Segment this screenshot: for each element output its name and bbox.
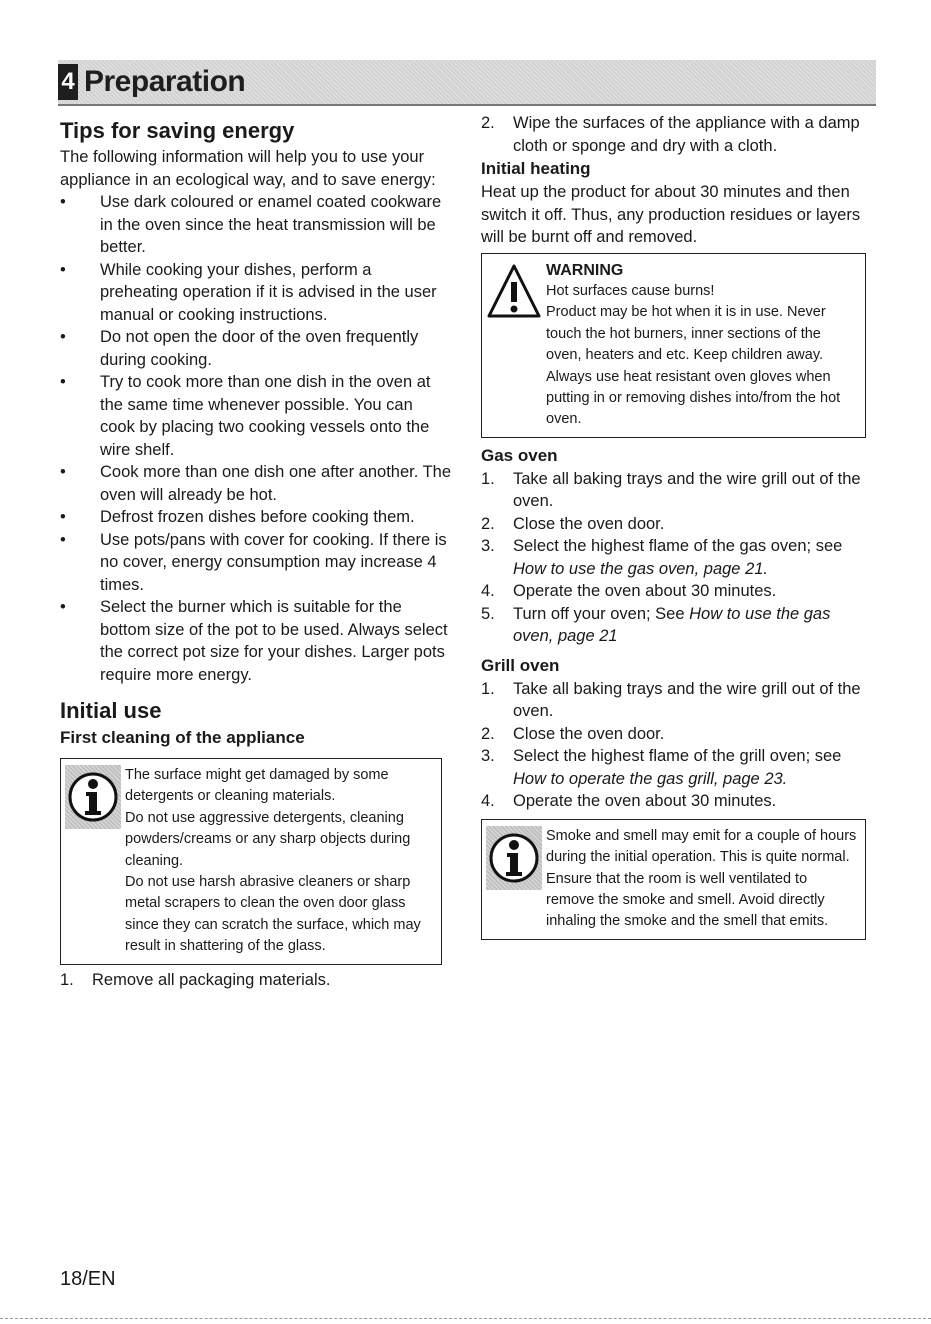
warning-box bbox=[481, 253, 866, 438]
step-number: 1. bbox=[60, 970, 74, 989]
cleaning-steps bbox=[60, 969, 452, 992]
warning-icon bbox=[486, 260, 542, 324]
list-item bbox=[481, 468, 866, 513]
step-text: Select the highest flame of the grill oven; see bbox=[513, 747, 842, 766]
list-item: • Do not open the door of the oven frequently during cooking. bbox=[60, 326, 452, 371]
list-item bbox=[481, 513, 866, 536]
list-item: • Defrost frozen dishes before cooking them. bbox=[60, 506, 452, 529]
chapter-banner bbox=[58, 60, 876, 106]
step-number: 4. bbox=[481, 582, 495, 601]
chapter-title: Preparation bbox=[84, 65, 246, 98]
step-text: Close the oven door. bbox=[513, 514, 665, 533]
step-text: Take all baking trays and the wire grill out of the oven. bbox=[513, 469, 861, 511]
list-item bbox=[481, 745, 866, 790]
step-text: Take all baking trays and the wire grill out of the oven. bbox=[513, 679, 861, 721]
list-item: • While cooking your dishes, perform a preheating operation if it is advised in the user manual or cooking instructions. bbox=[60, 259, 452, 327]
step-text: Turn off your oven; See bbox=[513, 604, 690, 623]
list-item bbox=[481, 723, 866, 746]
info-line: Smoke and smell may emit for a couple of hours during the initial operation. This is quite normal. Ensure that the room is well ventilated to remove the smoke and smell. Avoid directly inhaling the smoke and the smell that emits. bbox=[546, 827, 857, 930]
step-number: 2. bbox=[481, 114, 495, 132]
step-text: Operate the oven about 30 minutes. bbox=[513, 582, 777, 601]
list-item bbox=[481, 603, 866, 648]
step-number: 5. bbox=[481, 604, 495, 623]
list-item bbox=[481, 112, 866, 157]
list-item bbox=[481, 790, 866, 813]
left-column bbox=[60, 116, 452, 991]
info-icon bbox=[486, 826, 542, 890]
info-box-cleaning bbox=[60, 758, 442, 965]
tips-list bbox=[60, 191, 452, 686]
warning-line: Product may be hot when it is in use. Never touch the hot burners, inner sections of the oven, heaters and etc. Keep children away. Always use heat resistant oven gloves when putting in or removing dishes into/from the hot oven. bbox=[546, 304, 841, 428]
info-line: Do not use harsh abrasive cleaners or sharp metal scrapers to clean the oven door glass since they can scratch the surface, which may result in shattering of the glass. bbox=[125, 874, 421, 955]
info-box-smoke bbox=[481, 819, 866, 940]
chapter-number: 4 bbox=[58, 64, 78, 100]
list-item: • Cook more than one dish one after another. The oven will already be hot. bbox=[60, 461, 452, 506]
tips-heading: Tips for saving energy bbox=[60, 118, 295, 143]
cleaning-steps-continued bbox=[481, 112, 866, 157]
right-column bbox=[481, 112, 866, 944]
list-item bbox=[481, 580, 866, 603]
initial-use-heading: Initial use bbox=[60, 698, 162, 723]
step-text: Close the oven door. bbox=[513, 724, 665, 743]
list-item: • Use pots/pans with cover for cooking. If there is no cover, energy consumption may increase 4 times. bbox=[60, 529, 452, 597]
step-text: Wipe the surfaces of the appliance with a damp cloth or sponge and dry with a cloth. bbox=[513, 114, 860, 155]
list-item: • Select the burner which is suitable for the bottom size of the pot to be used. Always select the correct pot size for your dishes. Larger pots require more energy. bbox=[60, 596, 452, 686]
gas-oven-heading: Gas oven bbox=[481, 445, 558, 465]
info-line: The surface might get damaged by some detergents or cleaning materials. bbox=[125, 767, 389, 805]
tips-intro: The following information will help you to use your appliance in an ecological way, and to save energy: bbox=[60, 148, 436, 189]
info-icon bbox=[65, 765, 121, 829]
grill-oven-heading: Grill oven bbox=[481, 655, 560, 675]
page-reference-link[interactable]: How to operate the gas grill, page 23. bbox=[513, 769, 788, 788]
list-item bbox=[481, 678, 866, 723]
info-line: Do not use aggressive detergents, cleaning powders/creams or any sharp objects during cleaning. bbox=[125, 809, 411, 869]
step-number: 2. bbox=[481, 724, 495, 743]
warning-title: WARNING bbox=[546, 261, 624, 279]
page-reference-link[interactable]: How to use the gas oven, page 21 bbox=[513, 604, 831, 646]
list-item: • Try to cook more than one dish in the oven at the same time whenever possible. You can cook by placing two cooking vessels onto the wire shelf. bbox=[60, 371, 452, 461]
first-cleaning-heading: First cleaning of the appliance bbox=[60, 728, 305, 747]
list-item bbox=[481, 535, 866, 580]
step-number: 1. bbox=[481, 469, 495, 488]
page-number: 18/EN bbox=[60, 1268, 116, 1290]
initial-heating-text: Heat up the product for about 30 minutes and then switch it off. Thus, any production residues or layers will be burnt off and removed. bbox=[481, 183, 861, 246]
list-item bbox=[60, 969, 452, 992]
step-number: 2. bbox=[481, 514, 495, 533]
page-reference-link[interactable]: How to use the gas oven, page 21. bbox=[513, 559, 769, 578]
step-text: Remove all packaging materials. bbox=[92, 970, 331, 989]
initial-heating-heading: Initial heating bbox=[481, 159, 591, 178]
step-number: 1. bbox=[481, 679, 495, 698]
list-item: • Use dark coloured or enamel coated cookware in the oven since the heat transmission will be better. bbox=[60, 191, 452, 259]
warning-line: Hot surfaces cause burns! bbox=[546, 282, 715, 299]
footer-divider bbox=[0, 1318, 931, 1319]
step-number: 4. bbox=[481, 792, 495, 811]
step-text: Select the highest flame of the gas oven; see bbox=[513, 537, 843, 556]
gas-oven-steps bbox=[481, 468, 866, 648]
step-text: Operate the oven about 30 minutes. bbox=[513, 792, 777, 811]
step-number: 3. bbox=[481, 747, 495, 766]
step-number: 3. bbox=[481, 537, 495, 556]
grill-oven-steps bbox=[481, 678, 866, 813]
